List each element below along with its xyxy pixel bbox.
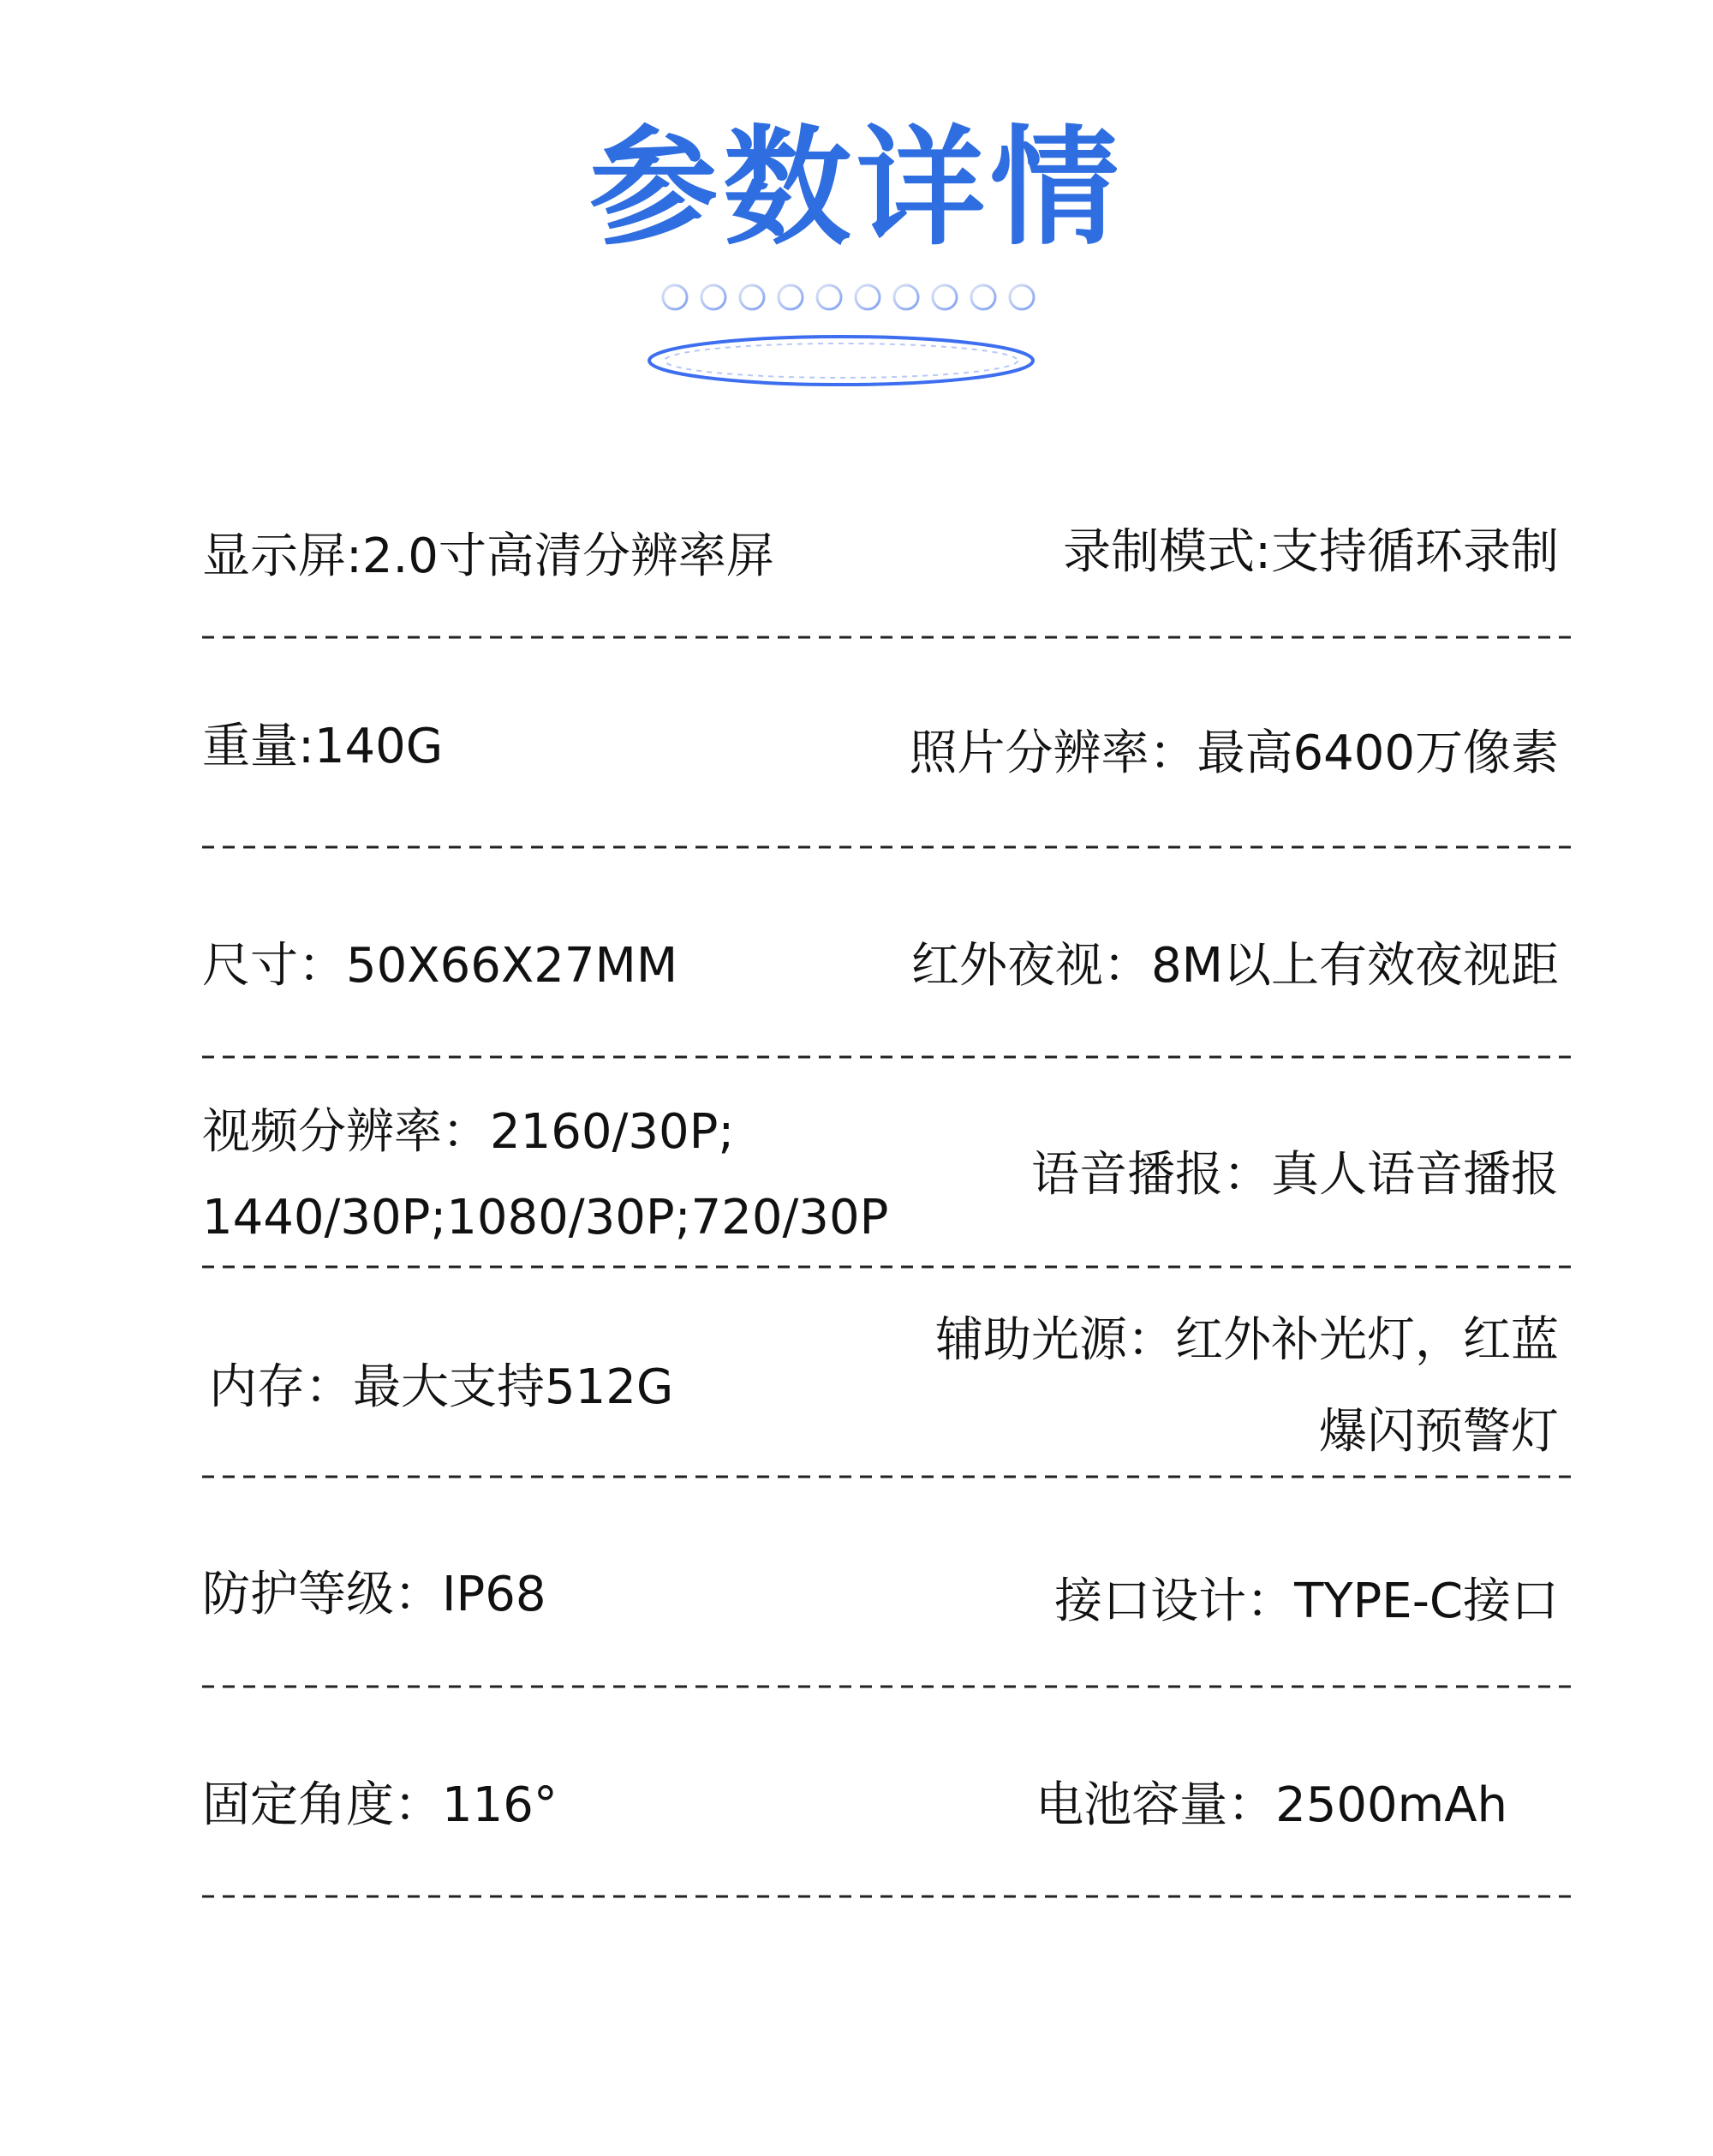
spec-memory: 内存：最大支持512G [209,1359,674,1415]
spec-night-vision: 红外夜视：8M以上有效夜视距 [911,938,1559,994]
spec-photo-resolution: 照片分辨率：最高6400万像素 [909,726,1559,781]
spec-battery: 电池容量：2500mAh [1036,1777,1507,1833]
spec-angle: 固定角度：116° [202,1777,558,1833]
page-title: 参数详情 [588,114,1124,263]
spec-interface: 接口设计：TYPE-C接口 [1054,1574,1559,1629]
spec-video-resolution-line1: 视频分辨率：2160/30P; [202,1104,735,1160]
divider [202,1265,1579,1269]
spec-display: 显示屏:2.0寸高清分辨率屏 [202,529,774,584]
spec-record-mode: 录制模式:支持循环录制 [1063,524,1559,580]
title-ornament [0,0,1713,411]
spec-size: 尺寸：50X66X27MM [202,938,678,994]
divider [202,1895,1579,1898]
divider [202,845,1579,849]
divider [202,636,1579,639]
divider [202,1475,1579,1478]
bead-row [663,285,1034,309]
spec-weight: 重量:140G [202,719,444,774]
divider [202,1055,1579,1059]
spec-voice: 语音播报：真人语音播报 [1031,1147,1559,1203]
divider [202,1685,1579,1688]
spec-video-resolution-line2: 1440/30P;1080/30P;720/30P [202,1190,889,1245]
spec-protection: 防护等级：IP68 [202,1567,546,1622]
spec-aux-light-line2: 爆闪预警灯 [1319,1404,1559,1460]
spec-aux-light-line1: 辅助光源：红外补光灯，红蓝 [935,1312,1559,1368]
